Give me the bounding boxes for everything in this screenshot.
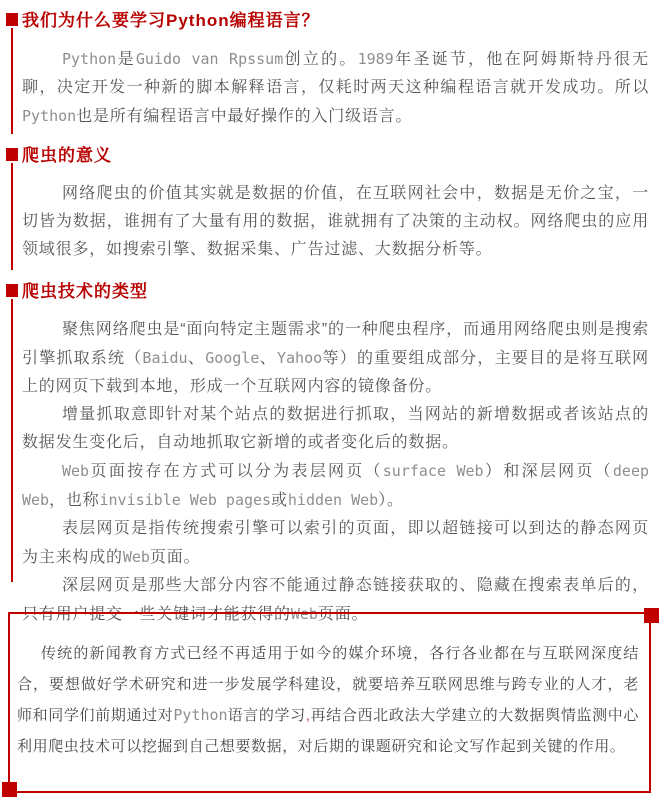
section-why-learn-python [0,10,663,134]
text-segment: Python [22,107,77,125]
text-segment: surface Web [382,462,484,480]
section-body [22,180,649,264]
text-segment: 聚焦网络爬虫是“面向特定主题需求”的一种爬虫程序，而通用网络爬虫则是搜索引擎抓取系统（ [22,321,649,367]
text-segment: invisible Web pages [99,491,272,509]
section-crawler-meaning [0,145,663,270]
text-segment: 也是所有编程语言中最好操作的入门级语言。 [76,108,413,125]
text-segment: 、 [259,350,277,367]
text-segment: 页面。 [317,606,369,623]
text-segment: 表层网页是指传统搜索引擎可以索引的页面，即以超链接可以到达的静态网页为主来构成的 [22,520,649,566]
text-segment: 语言的学习 [227,707,306,724]
text-segment: Web [62,462,90,480]
text-segment: , [305,707,311,724]
text-segment: hidden Web [287,491,379,509]
text-segment: Yahoo [276,349,323,367]
heading-bullet-square-icon [6,148,18,161]
section-body [22,316,649,629]
box-corner-square-top-right-icon [644,608,659,623]
section-heading: 爬虫的意义 [22,146,112,165]
summary-text [10,614,649,762]
text-segment: 年圣诞节，他在阿姆斯特丹很无聊，决定开发一种新的脚本解释语言，仅耗时两天这种编程语言就开发成功。所以 [22,51,649,96]
text-segment: Web [290,605,318,623]
section-body [22,45,649,131]
paragraph [22,457,649,515]
heading-bullet-square-icon [6,284,18,297]
text-segment: Google [205,349,260,367]
text-segment: deep Web [22,462,650,509]
paragraph [22,180,649,264]
paragraph [22,45,649,131]
text-segment: 或 [271,492,288,509]
section-heading: 爬虫技术的类型 [22,282,148,301]
text-segment: Python [62,50,117,68]
text-segment: Python [173,706,228,724]
summary-box [8,612,651,793]
paragraph [17,638,639,762]
text-segment: 增量抓取意即针对某个站点的数据进行抓取，当网站的新增数据或者该站点的数据发生变化后，自动地抓取它新增的或者变化后的数据。 [22,406,649,451]
text-segment: ）和深层网页（ [483,463,613,480]
text-segment: 页面。 [149,549,201,566]
text-segment: 、 [187,350,206,367]
section-crawler-types [0,281,663,623]
box-corner-square-bottom-left-icon [2,782,17,797]
text-segment: 创立的。 [283,51,358,68]
text-segment: ，也称 [49,492,100,509]
heading-bullet-square-icon [6,13,18,26]
text-segment: Baidu [142,349,188,367]
text-segment: Guido van Rpssum [135,50,284,68]
paragraph [22,515,649,572]
text-segment: 再结合西北政法大学建立的大数据舆情监测中心利用爬虫技术可以挖掘到自己想要数据，对后期的课题研究和论文写作起到关键的作用。 [17,707,639,755]
text-segment: 等）的重要组成部分，主要目的是将互联网上的网页下载到本地，形成一个互联网内容的镜像备份。 [22,350,649,395]
paragraph [22,401,649,457]
text-segment: ）。 [378,492,404,509]
text-segment: 页面按存在方式可以分为表层网页（ [89,463,383,480]
text-segment: 是 [116,51,136,68]
section-heading: 我们为什么要学习Python编程语言？ [22,11,320,30]
text-segment: 1989 [357,50,394,68]
text-segment: 深层网页是那些大部分内容不能通过静态链接获取的、隐藏在搜索表单后的，只有用户提交一些关键词才能获得的 [22,577,649,623]
section-rail-line [11,299,13,582]
text-segment: 传统的新闻教育方式已经不再适用于如今的媒介环境，各行各业都在与互联网深度结合，要想做好学术研究和进一步发展学科建设，就要培养互联网思维与跨专业的人才，老师和同学们前期通过对 [17,645,639,724]
text-segment: Web [122,548,150,566]
section-rail-line [11,28,13,134]
paragraph [22,316,649,401]
section-rail-line [11,163,13,270]
text-segment: 网络爬虫的价值其实就是数据的价值，在互联网社会中，数据是无价之宝，一切皆为数据，谁拥有了大量有用的数据，谁就拥有了决策的主动权。网络爬虫的应用领域很多，如搜索引擎、数据采集、广告过滤、大数据分析等。 [22,185,649,258]
